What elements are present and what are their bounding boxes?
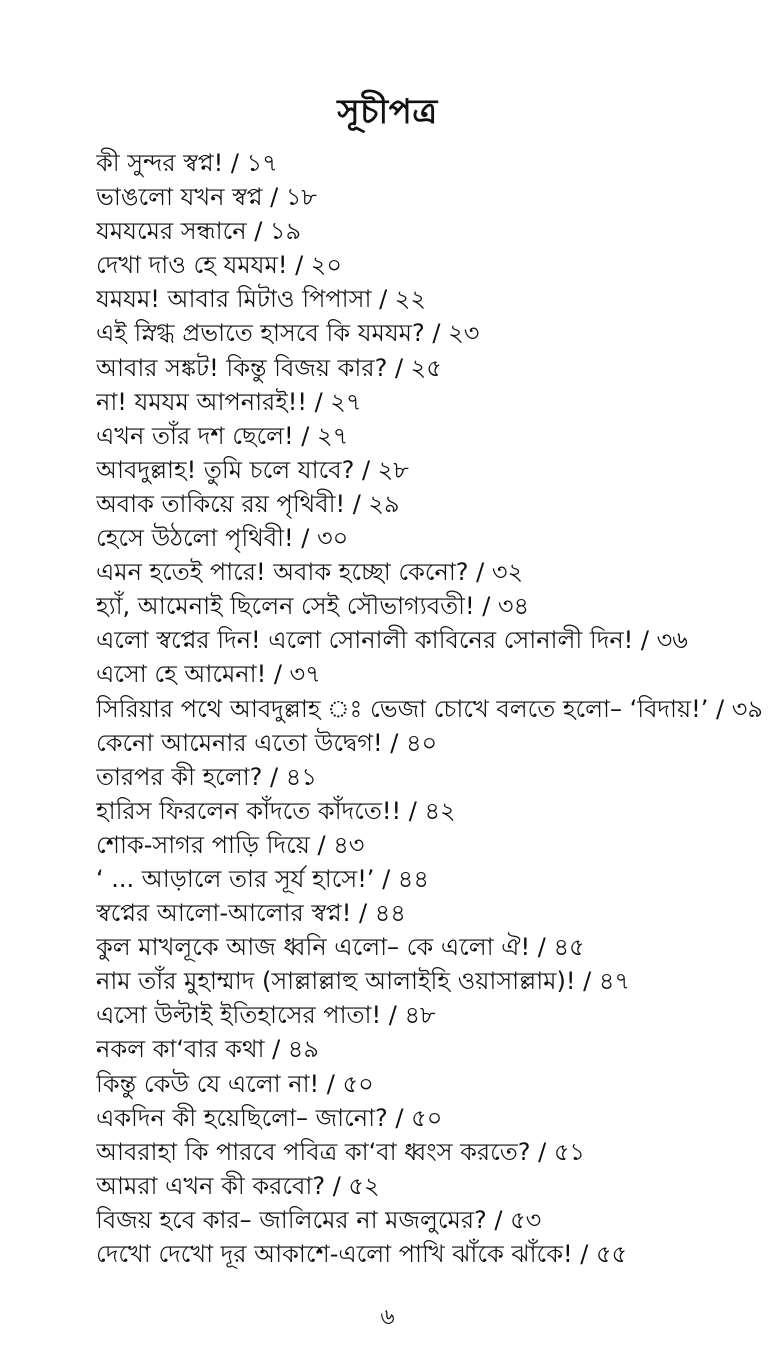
page-number: ৬	[380, 1305, 395, 1330]
page-title: সূচীপত্র	[337, 92, 438, 132]
toc-entry: এসো হে আমেনা! / ৩৭	[96, 660, 321, 689]
toc-entry: সিরিয়ার পথে আবদুল্লাহ ঃ ভেজা চোখে বলতে হলো– ‘বিদায়!’ / ৩৯	[96, 694, 763, 723]
toc-entry: একদিন কী হয়েছিলো– জানো? / ৫০	[96, 1103, 443, 1132]
toc-entry: নকল কা‘বার কথা / ৪৯	[96, 1035, 319, 1064]
toc-entry: হ্যাঁ, আমেনাই ছিলেন সেই সৌভাগ্যবতী! / ৩৪	[96, 592, 530, 621]
toc-entry: কেনো আমেনার এতো উদ্বেগ! / ৪০	[96, 728, 438, 757]
table-of-contents	[96, 146, 772, 1271]
toc-entry: দেখা দাও হে যমযম! / ২০	[96, 251, 343, 280]
toc-entry: বিজয় হবে কার– জালিমের না মজলুমের? / ৫৩	[96, 1205, 542, 1234]
toc-entry: ভাঙলো যখন স্বপ্ন / ১৮	[96, 183, 317, 212]
toc-entry: এই স্নিগ্ধ প্রভাতে হাসবে কি যমযম? / ২৩	[96, 319, 480, 348]
toc-entry: অবাক তাকিয়ে রয় পৃথিবী! / ২৯	[96, 489, 400, 518]
toc-entry: এমন হতেই পারে! অবাক হচ্ছো কেনো? / ৩২	[96, 558, 524, 587]
toc-entry: এখন তাঁর দশ ছেলে! / ২৭	[96, 421, 349, 450]
toc-entry: স্বপ্নের আলো-আলোর স্বপ্ন! / ৪৪	[96, 899, 406, 928]
toc-entry: এলো স্বপ্নের দিন! এলো সোনালী কাবিনের সোনালী দিন! / ৩৬	[96, 626, 688, 655]
toc-entry: ‘ ... আড়ালে তার সূর্য হাসে!’ / ৪৪	[96, 864, 429, 893]
toc-entry: এসো উল্টাই ইতিহাসের পাতা! / ৪৮	[96, 1001, 436, 1030]
toc-entry: হেসে উঠলো পৃথিবী! / ৩০	[96, 524, 349, 553]
toc-entry: আমরা এখন কী করবো? / ৫২	[96, 1171, 380, 1200]
toc-entry: না! যমযম আপনারই!! / ২৭	[96, 387, 362, 416]
toc-entry: আবার সঙ্কট! কিন্তু বিজয় কার? / ২৫	[96, 353, 442, 382]
toc-entry: কুল মাখলূকে আজ ধ্বনি এলো– কে এলো ঐ! / ৪৫	[96, 933, 585, 962]
toc-entry: নাম তাঁর মুহাম্মাদ (সাল্লাল্লাহু আলাইহি ওয়াসাল্লাম)! / ৪৭	[96, 967, 631, 996]
toc-entry: কিন্তু কেউ যে এলো না! / ৫০	[96, 1069, 374, 1098]
toc-entry: যমযমের সন্ধানে / ১৯	[96, 217, 302, 246]
toc-entry: হারিস ফিরলেন কাঁদতে কাঁদতে!! / ৪২	[96, 796, 456, 825]
toc-entry: আবদুল্লাহ! তুমি চলে যাবে? / ২৮	[96, 455, 409, 484]
toc-entry: যমযম! আবার মিটাও পিপাসা / ২২	[96, 285, 426, 314]
toc-entry: শোক-সাগর পাড়ি দিয়ে / ৪৩	[96, 830, 365, 859]
toc-entry: আবরাহা কি পারবে পবিত্র কা‘বা ধ্বংস করতে? / ৫১	[96, 1137, 585, 1166]
toc-entry: কী সুন্দর স্বপ্ন! / ১৭	[96, 149, 278, 177]
toc-entry: দেখো দেখো দূর আকাশে-এলো পাখি ঝাঁকে ঝাঁকে! / ৫৫	[96, 1240, 628, 1268]
toc-entry: তারপর কী হলো? / ৪১	[96, 762, 317, 791]
